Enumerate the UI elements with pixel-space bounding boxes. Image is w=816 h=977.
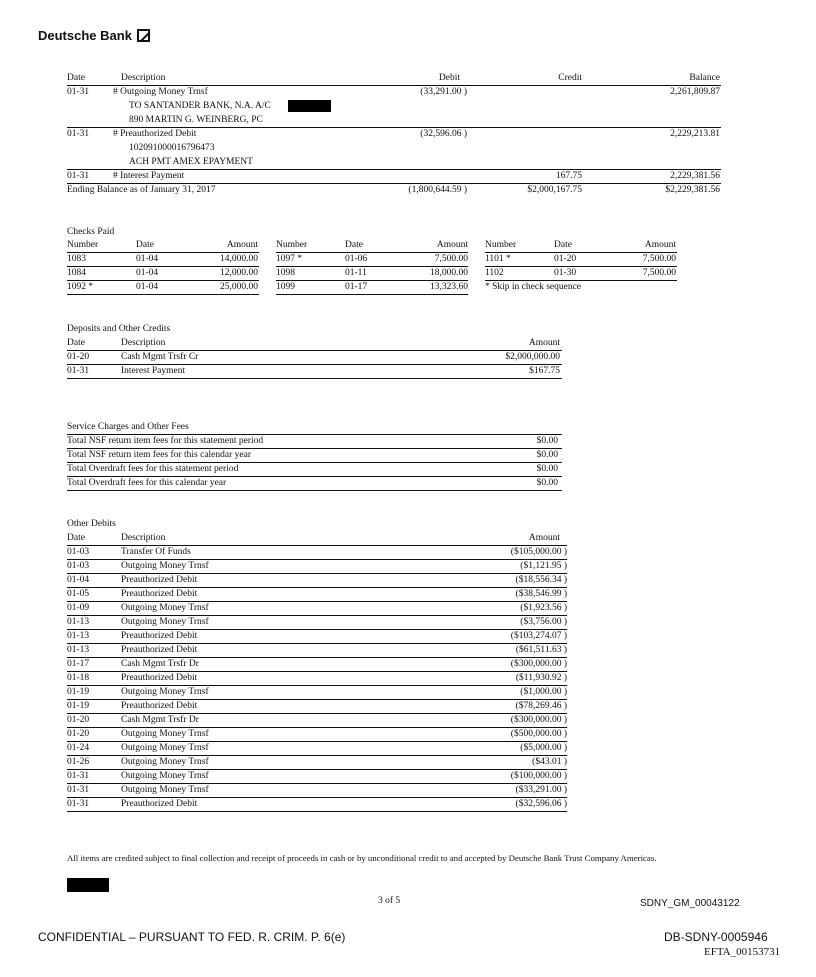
debit-date: 01-19 bbox=[67, 687, 90, 697]
row-divider bbox=[67, 559, 567, 560]
row-divider bbox=[67, 601, 567, 602]
debit-date: 01-13 bbox=[67, 645, 90, 655]
col-amount-header: Amount bbox=[528, 533, 560, 543]
debit-description: Outgoing Money Trnsf bbox=[121, 743, 209, 753]
check-number: 1092 * bbox=[67, 282, 94, 292]
col-date-header: Date bbox=[554, 240, 572, 250]
txn-date: 01-31 bbox=[67, 171, 90, 181]
debit-date: 01-18 bbox=[67, 673, 90, 683]
check-date: 01-11 bbox=[345, 268, 367, 278]
txn-debit: (33,291.00 ) bbox=[420, 87, 467, 97]
debit-amount: ($11,930.92 ) bbox=[515, 673, 567, 683]
debit-description: Transfer Of Funds bbox=[121, 547, 191, 557]
debit-date: 01-31 bbox=[67, 799, 90, 809]
debit-amount: ($1,000.00 ) bbox=[520, 687, 567, 697]
txn-description-line: ACH PMT AMEX EPAYMENT bbox=[129, 157, 253, 167]
bank-logo bbox=[38, 28, 150, 43]
col-amount-header: Amount bbox=[436, 240, 468, 250]
debit-date: 01-26 bbox=[67, 757, 90, 767]
col-description-header: Description bbox=[121, 73, 166, 83]
check-date: 01-17 bbox=[345, 282, 368, 292]
debit-date: 01-31 bbox=[67, 771, 90, 781]
check-amount: 18,000.00 bbox=[430, 268, 468, 278]
debit-description: Outgoing Money Trnsf bbox=[121, 617, 209, 627]
fee-amount: $0.00 bbox=[536, 436, 558, 446]
txn-description: # Preauthorized Debit bbox=[113, 129, 197, 139]
confidential-notice: CONFIDENTIAL – PURSUANT TO FED. R. CRIM. P. 6(e) bbox=[38, 930, 346, 944]
row-divider bbox=[67, 811, 567, 812]
check-amount: 7,500.00 bbox=[434, 254, 468, 264]
ending-debit: (1,800,644.59 ) bbox=[408, 185, 467, 195]
row-divider bbox=[67, 713, 567, 714]
col-debit-header: Debit bbox=[438, 73, 460, 83]
efta-number: EFTA_00153731 bbox=[704, 946, 781, 958]
debit-description: Preauthorized Debit bbox=[121, 575, 198, 585]
check-number: 1083 bbox=[67, 254, 86, 264]
col-amount-header: Amount bbox=[644, 240, 676, 250]
fee-description: Total Overdraft fees for this statement period bbox=[67, 464, 239, 474]
debit-amount: ($300,000.00 ) bbox=[510, 715, 567, 725]
debit-date: 01-20 bbox=[67, 715, 90, 725]
debit-date: 01-13 bbox=[67, 631, 90, 641]
check-number: 1084 bbox=[67, 268, 86, 278]
check-date: 01-04 bbox=[136, 268, 159, 278]
deposit-description: Interest Payment bbox=[121, 366, 186, 376]
fee-description: Total NSF return item fees for this calendar year bbox=[67, 450, 251, 460]
debit-amount: ($300,000.00 ) bbox=[510, 659, 567, 669]
debit-amount: ($3,756.00 ) bbox=[520, 617, 567, 627]
check-number: 1099 bbox=[276, 282, 295, 292]
row-divider bbox=[67, 727, 567, 728]
col-description-header: Description bbox=[121, 338, 166, 348]
col-description-header: Description bbox=[121, 533, 166, 543]
debit-description: Preauthorized Debit bbox=[121, 631, 198, 641]
check-number: 1098 bbox=[276, 268, 295, 278]
debit-date: 01-17 bbox=[67, 659, 90, 669]
row-divider bbox=[67, 769, 567, 770]
debit-amount: ($1,923.56 ) bbox=[520, 603, 567, 613]
deposit-date: 01-31 bbox=[67, 366, 90, 376]
debit-date: 01-04 bbox=[67, 575, 90, 585]
col-date-header: Date bbox=[67, 338, 85, 348]
txn-description: # Outgoing Money Trnsf bbox=[113, 87, 208, 97]
col-date-header: Date bbox=[136, 240, 154, 250]
ending-balance: $2,229,381.56 bbox=[665, 185, 720, 195]
redaction-box bbox=[67, 878, 109, 892]
row-divider bbox=[67, 755, 567, 756]
fees-title: Service Charges and Other Fees bbox=[67, 422, 189, 432]
debit-description: Outgoing Money Trnsf bbox=[121, 687, 209, 697]
row-divider bbox=[67, 783, 567, 784]
row-divider bbox=[67, 587, 567, 588]
debit-amount: ($500,000.00 ) bbox=[510, 729, 567, 739]
debit-amount: ($100,000.00 ) bbox=[510, 771, 567, 781]
txn-date: 01-31 bbox=[67, 87, 90, 97]
checks-paid-title: Checks Paid bbox=[67, 227, 115, 237]
debit-date: 01-05 bbox=[67, 589, 90, 599]
txn-balance: 2,229,213.81 bbox=[670, 129, 720, 139]
debit-date: 01-03 bbox=[67, 561, 90, 571]
row-divider bbox=[67, 615, 567, 616]
row-divider bbox=[67, 699, 567, 700]
col-date-header: Date bbox=[67, 533, 85, 543]
check-amount: 25,000.00 bbox=[220, 282, 258, 292]
txn-credit: 167.75 bbox=[555, 171, 582, 181]
deutsche-bank-slash-icon bbox=[137, 29, 150, 42]
bank-name: Deutsche Bank bbox=[38, 28, 132, 43]
col-amount-header: Amount bbox=[226, 240, 258, 250]
row-divider bbox=[67, 657, 567, 658]
fee-amount: $0.00 bbox=[536, 478, 558, 488]
txn-description-line: 102091000016796473 bbox=[129, 143, 215, 153]
deposit-description: Cash Mgmt Trsfr Cr bbox=[121, 352, 199, 362]
debit-amount: ($78,269.46 ) bbox=[515, 701, 567, 711]
col-balance-header: Balance bbox=[689, 73, 720, 83]
debit-date: 01-13 bbox=[67, 617, 90, 627]
debit-amount: ($5,000.00 ) bbox=[520, 743, 567, 753]
check-number: 1101 * bbox=[485, 254, 511, 264]
txn-description-line: 890 MARTIN G. WEINBERG, PC bbox=[129, 115, 263, 125]
check-date: 01-04 bbox=[136, 282, 159, 292]
debit-amount: ($33,291.00 ) bbox=[515, 785, 567, 795]
check-amount: 12,000.00 bbox=[220, 268, 258, 278]
txn-description: # Interest Payment bbox=[113, 171, 185, 181]
check-amount: 14,000.00 bbox=[220, 254, 258, 264]
debit-description: Cash Mgmt Trsfr Dr bbox=[121, 715, 199, 725]
debit-amount: ($43.01 ) bbox=[532, 757, 567, 767]
debit-description: Outgoing Money Trnsf bbox=[121, 757, 209, 767]
check-amount: 7,500.00 bbox=[642, 254, 676, 264]
debit-date: 01-03 bbox=[67, 547, 90, 557]
row-divider bbox=[67, 671, 567, 672]
debit-amount: ($32,596.06 ) bbox=[515, 799, 567, 809]
debit-description: Preauthorized Debit bbox=[121, 701, 198, 711]
other-debits-title: Other Debits bbox=[67, 519, 116, 529]
debit-description: Cash Mgmt Trsfr Dr bbox=[121, 659, 199, 669]
disclaimer-text: All items are credited subject to final collection and receipt of proceeds in cash or by unconditional credit to and accepted by Deutsche Bank Trust Company Americas. bbox=[67, 853, 657, 863]
deposit-amount: $167.75 bbox=[529, 366, 560, 376]
debit-description: Outgoing Money Trnsf bbox=[121, 785, 209, 795]
fee-amount: $0.00 bbox=[536, 450, 558, 460]
bates-number: DB-SDNY-0005946 bbox=[664, 930, 768, 944]
check-number: 1097 * bbox=[276, 254, 303, 264]
ending-credit: $2,000,167.75 bbox=[527, 185, 582, 195]
row-divider bbox=[67, 643, 567, 644]
check-date: 01-20 bbox=[554, 254, 577, 264]
debit-description: Preauthorized Debit bbox=[121, 589, 198, 599]
debit-date: 01-24 bbox=[67, 743, 90, 753]
debit-description: Outgoing Money Trnsf bbox=[121, 603, 209, 613]
row-divider bbox=[67, 741, 567, 742]
debit-amount: ($105,000.00 ) bbox=[510, 547, 567, 557]
txn-description-line: TO SANTANDER BANK, N.A. A/C bbox=[129, 101, 271, 111]
col-amount-header: Amount bbox=[528, 338, 560, 348]
debit-description: Outgoing Money Trnsf bbox=[121, 729, 209, 739]
deposits-title: Deposits and Other Credits bbox=[67, 324, 171, 334]
fee-description: Total Overdraft fees for this calendar year bbox=[67, 478, 227, 488]
redaction-box bbox=[288, 100, 331, 112]
deposit-amount: $2,000,000.00 bbox=[505, 352, 560, 362]
col-number-header: Number bbox=[67, 240, 99, 250]
col-date-header: Date bbox=[67, 73, 85, 83]
check-date: 01-30 bbox=[554, 268, 577, 278]
fee-description: Total NSF return item fees for this statement period bbox=[67, 436, 264, 446]
col-credit-header: Credit bbox=[558, 73, 582, 83]
check-sequence-note: * Skip in check sequence bbox=[485, 282, 582, 292]
debit-description: Preauthorized Debit bbox=[121, 673, 198, 683]
row-divider bbox=[67, 685, 567, 686]
txn-date: 01-31 bbox=[67, 129, 90, 139]
document-id: SDNY_GM_00043122 bbox=[640, 898, 740, 909]
deposit-date: 01-20 bbox=[67, 352, 90, 362]
ending-balance-label: Ending Balance as of January 31, 2017 bbox=[67, 185, 216, 195]
row-divider bbox=[67, 797, 567, 798]
row-divider bbox=[67, 573, 567, 574]
row-divider bbox=[67, 629, 567, 630]
fee-amount: $0.00 bbox=[536, 464, 558, 474]
check-amount: 13,323.60 bbox=[430, 282, 468, 292]
debit-date: 01-20 bbox=[67, 729, 90, 739]
txn-balance: 2,261,809.87 bbox=[670, 87, 720, 97]
check-date: 01-06 bbox=[345, 254, 368, 264]
debit-amount: ($103,274.07 ) bbox=[510, 631, 567, 641]
check-date: 01-04 bbox=[136, 254, 159, 264]
debit-date: 01-19 bbox=[67, 701, 90, 711]
check-number: 1102 bbox=[485, 268, 504, 278]
txn-balance: 2,229,381.56 bbox=[670, 171, 720, 181]
page-number: 3 of 5 bbox=[378, 896, 401, 906]
col-date-header: Date bbox=[345, 240, 363, 250]
debit-date: 01-09 bbox=[67, 603, 90, 613]
debit-description: Preauthorized Debit bbox=[121, 799, 198, 809]
debit-amount: ($38,546.99 ) bbox=[515, 589, 567, 599]
debit-amount: ($18,556.34 ) bbox=[515, 575, 567, 585]
debit-amount: ($61,511.63 ) bbox=[515, 645, 567, 655]
debit-description: Outgoing Money Trnsf bbox=[121, 561, 209, 571]
debit-amount: ($1,121.95 ) bbox=[520, 561, 567, 571]
check-amount: 7,500.00 bbox=[642, 268, 676, 278]
col-number-header: Number bbox=[485, 240, 517, 250]
debit-description: Preauthorized Debit bbox=[121, 645, 198, 655]
debit-description: Outgoing Money Trnsf bbox=[121, 771, 209, 781]
txn-debit: (32,596.06 ) bbox=[420, 129, 467, 139]
col-number-header: Number bbox=[276, 240, 308, 250]
debit-date: 01-31 bbox=[67, 785, 90, 795]
